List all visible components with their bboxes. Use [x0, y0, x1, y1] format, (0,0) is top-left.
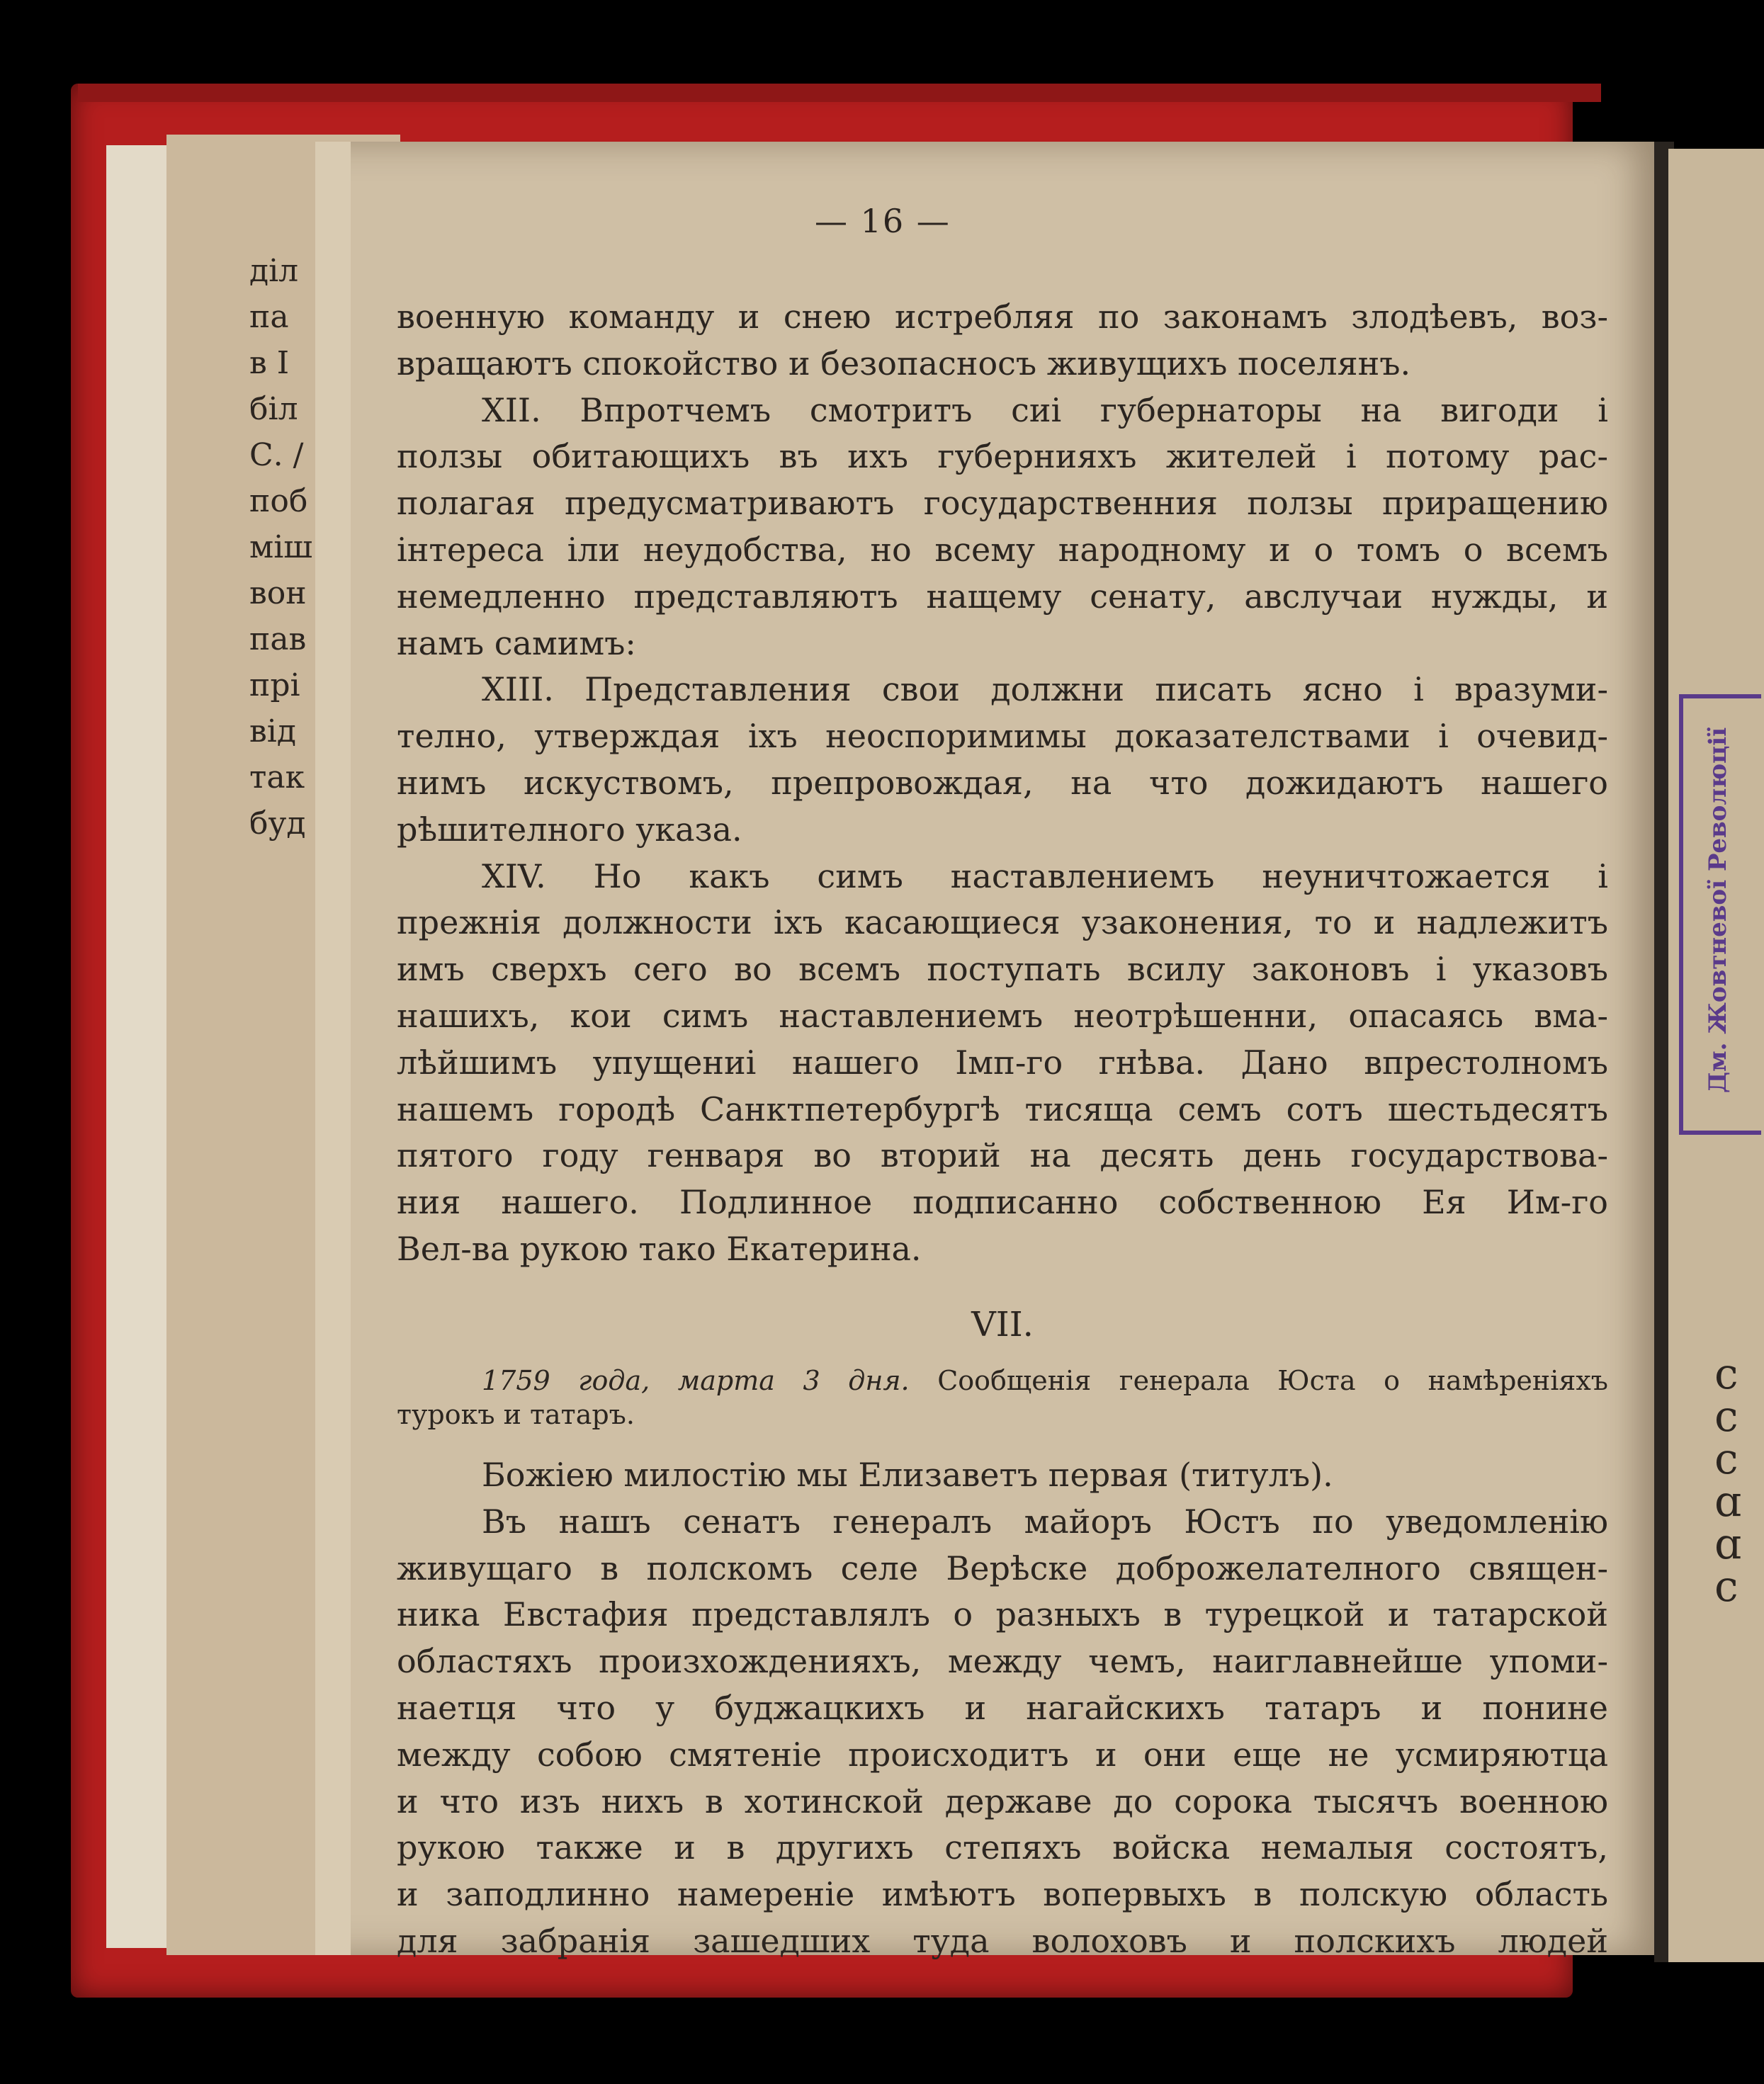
text-line: ползы обитающихъ въ ихъ губернияхъ жителей і потому рас- [397, 437, 1608, 476]
prev-fragment: від [249, 713, 296, 749]
section-number: VII. [971, 1305, 1034, 1344]
text-line: и заподлинно намереніе имѣютъ вопервыхъ в полскую область [397, 1875, 1608, 1914]
text-line: нашихъ, кои симъ наставлениемъ неотрѣшенни, опасаясь вма- [397, 996, 1608, 1035]
next-fragment: c [1714, 1349, 1738, 1399]
next-fragment: c [1714, 1434, 1738, 1484]
prev-fragment: па [249, 299, 289, 335]
next-fragment: ɑ [1714, 1477, 1742, 1527]
section-title: Сообщенія генерала Юста о намѣреніяхъ [937, 1365, 1608, 1396]
text-line: ХIV. Но какъ симъ наставлениемъ неуничтожается і [482, 856, 1608, 895]
next-fragment: c [1714, 1562, 1738, 1612]
section-header [397, 1364, 1608, 1432]
prev-fragment: прі [249, 667, 300, 703]
text-line: военную команду и снею истребляя по законамъ злодѣевъ, воз- [397, 298, 1608, 336]
prev-fragment: діл [249, 253, 299, 289]
text-line: пятого году генваря во вторий на десять день государствова- [397, 1136, 1608, 1175]
text-line: нимъ искуствомъ, препровождая, на что дожидаютъ нашего [397, 763, 1608, 802]
previous-page-text [249, 248, 320, 846]
text-line: Въ нашъ сенатъ генералъ майоръ Юстъ по уведомленію [482, 1502, 1608, 1541]
prev-fragment: в І [249, 345, 290, 381]
text-line: лѣйшимъ упущениі нашего Імп-го гнѣва. Дано впрестолномъ [397, 1043, 1608, 1082]
next-fragment: c [1714, 1392, 1738, 1442]
cover-top-edge [78, 84, 1601, 102]
text-line: Вел-ва рукою тако Екатерина. [397, 1229, 922, 1268]
text-line: нашемъ городѣ Санктпетербургѣ тисяща семъ сотъ шестьдесятъ [397, 1089, 1608, 1128]
next-fragment: ɑ [1714, 1519, 1742, 1569]
text-line: наетця что у буджацкихъ и нагайскихъ татаръ и понине [397, 1688, 1608, 1727]
text-line: живущаго в полскомъ селе Верѣске доброжелателного священ- [397, 1548, 1608, 1587]
page-number: — 16 — [815, 202, 951, 240]
prev-fragment: поб [249, 483, 308, 519]
decree-text-block [397, 1452, 1608, 1965]
text-line: інтереса іли неудобства, но всему народному и о томъ о всемъ [397, 530, 1608, 569]
text-line: намъ самимъ: [397, 623, 636, 662]
prev-fragment: С. / [249, 437, 304, 473]
text-line: рѣшителного указа. [397, 810, 742, 849]
text-line: прежнія должности іхъ касающиеся узаконения, то и надлежитъ [397, 903, 1608, 942]
section-title-cont: турокъ и татаръ. [397, 1399, 635, 1430]
prev-fragment: пав [249, 621, 307, 657]
main-text-block [397, 294, 1608, 1273]
text-line: полагая предусматриваютъ государственния ползы приращению [397, 484, 1608, 523]
next-page-text [1714, 1349, 1764, 1612]
text-line: рукою также и в другихъ степяхъ войска немалыя состоятъ, [397, 1828, 1608, 1867]
prev-fragment: так [249, 759, 305, 795]
text-line: имъ сверхъ сего во всемъ поступать всилу законовъ і указовъ [397, 950, 1608, 989]
stamp-text: Дм. Жовтневої Революції [1704, 727, 1732, 1094]
prev-fragment: буд [249, 805, 306, 842]
text-line: вращаютъ спокойство и безопасносъ живущихъ поселянъ. [397, 344, 1411, 383]
prev-fragment: вон [249, 575, 307, 611]
text-line: и что изъ нихъ в хотинской державе до сорока тысячъ военною [397, 1782, 1608, 1820]
prev-fragment: біл [249, 391, 298, 427]
text-line: областяхъ произхожденияхъ, между чемъ, наиглавнейше упоми- [397, 1642, 1608, 1681]
text-line: немедленно представляютъ нащему сенату, авслучаи нужды, и [397, 577, 1608, 616]
text-line: ника Евстафия представлялъ о разныхъ в турецкой и татарской [397, 1595, 1608, 1634]
text-line: ХII. Впротчемъ смотритъ сиі губернаторы на вигоди і [482, 390, 1608, 429]
text-line: телно, утверждая іхъ неоспоримимы доказателствами і очевид- [397, 717, 1608, 756]
text-line: Божіею милостію мы Елизаветъ первая (титулъ). [482, 1456, 1333, 1494]
text-line: для забранія зашедших туда волоховъ и полскихъ людей [397, 1921, 1608, 1960]
page-inner-edge [315, 142, 351, 1955]
section-date: 1759 года, марта 3 дня. [482, 1365, 910, 1396]
prev-fragment: міш [249, 529, 313, 565]
text-line: между собою смятеніе происходитъ и они еще не усмиряютца [397, 1735, 1608, 1774]
text-line: ХIII. Представления свои должни писать ясно і вразуми- [482, 670, 1608, 709]
text-line: ния нашего. Подлинное подписанно собственною Ея Им-го [397, 1183, 1608, 1222]
